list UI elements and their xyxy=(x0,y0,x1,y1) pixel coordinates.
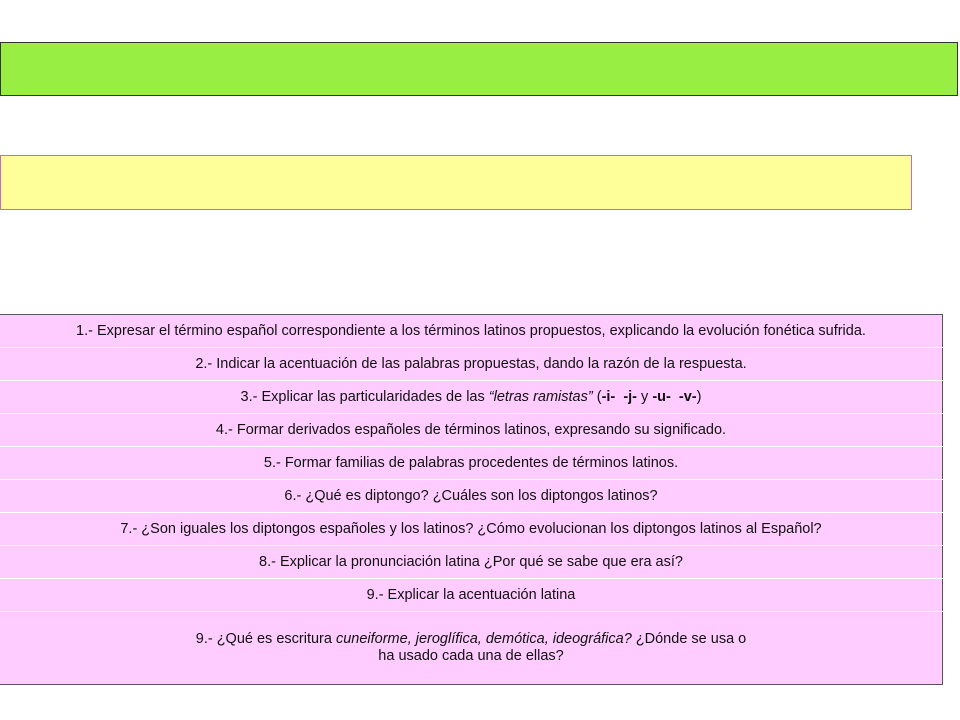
question-10-prefix: 9.- ¿Qué es escritura xyxy=(195,631,336,647)
table-row xyxy=(0,480,943,513)
question-2: 2.- Indicar la acentuación de las palabras propuestas, dando la razón de la respuesta. xyxy=(0,348,943,381)
title-banner xyxy=(0,42,958,96)
question-10 xyxy=(0,612,943,685)
question-6: 6.- ¿Qué es diptongo? ¿Cuáles son los diptongos latinos? xyxy=(0,480,943,513)
question-4: 4.- Formar derivados españoles de términos latinos, expresando su significado. xyxy=(0,414,943,447)
table-row xyxy=(0,381,943,414)
question-3-y: y xyxy=(641,388,649,405)
table-row xyxy=(0,447,943,480)
letter-u: -u- xyxy=(652,388,671,405)
table-row xyxy=(0,348,943,381)
question-3-mid: ( xyxy=(592,388,602,405)
subtitle-banner xyxy=(0,155,912,210)
table-row xyxy=(0,414,943,447)
questions-table xyxy=(0,314,943,685)
question-10-line2: ha usado cada una de ellas? xyxy=(378,648,564,664)
question-3-prefix: 3.- Explicar las particularidades de las xyxy=(240,388,489,405)
question-3 xyxy=(0,381,943,414)
table-row xyxy=(0,579,943,612)
question-5: 5.- Formar familias de palabras procedentes de términos latinos. xyxy=(0,447,943,480)
question-9: 9.- Explicar la acentuación latina xyxy=(0,579,943,612)
letter-v: -v- xyxy=(678,388,697,405)
question-10-italic: cuneiforme, jeroglífica, demótica, ideográfica? xyxy=(335,631,632,647)
letter-i: -i- xyxy=(601,388,616,405)
question-1: 1.- Expresar el término español correspondiente a los términos latinos propuestos, explicando la evolución fonética sufrida. xyxy=(0,315,943,348)
question-8: 8.- Explicar la pronunciación latina ¿Por qué se sabe que era así? xyxy=(0,546,943,579)
question-10-line1-end: ¿Dónde se usa o xyxy=(631,631,747,647)
table-row xyxy=(0,546,943,579)
question-3-suffix: ) xyxy=(696,388,702,405)
table-row xyxy=(0,612,943,685)
table-row xyxy=(0,315,943,348)
letter-j: -j- xyxy=(623,388,637,405)
table-row xyxy=(0,513,943,546)
question-3-italic: “letras ramistas” xyxy=(488,388,593,405)
question-7: 7.- ¿Son iguales los diptongos españoles y los latinos? ¿Cómo evolucionan los diptongos latinos al Español? xyxy=(0,513,943,546)
